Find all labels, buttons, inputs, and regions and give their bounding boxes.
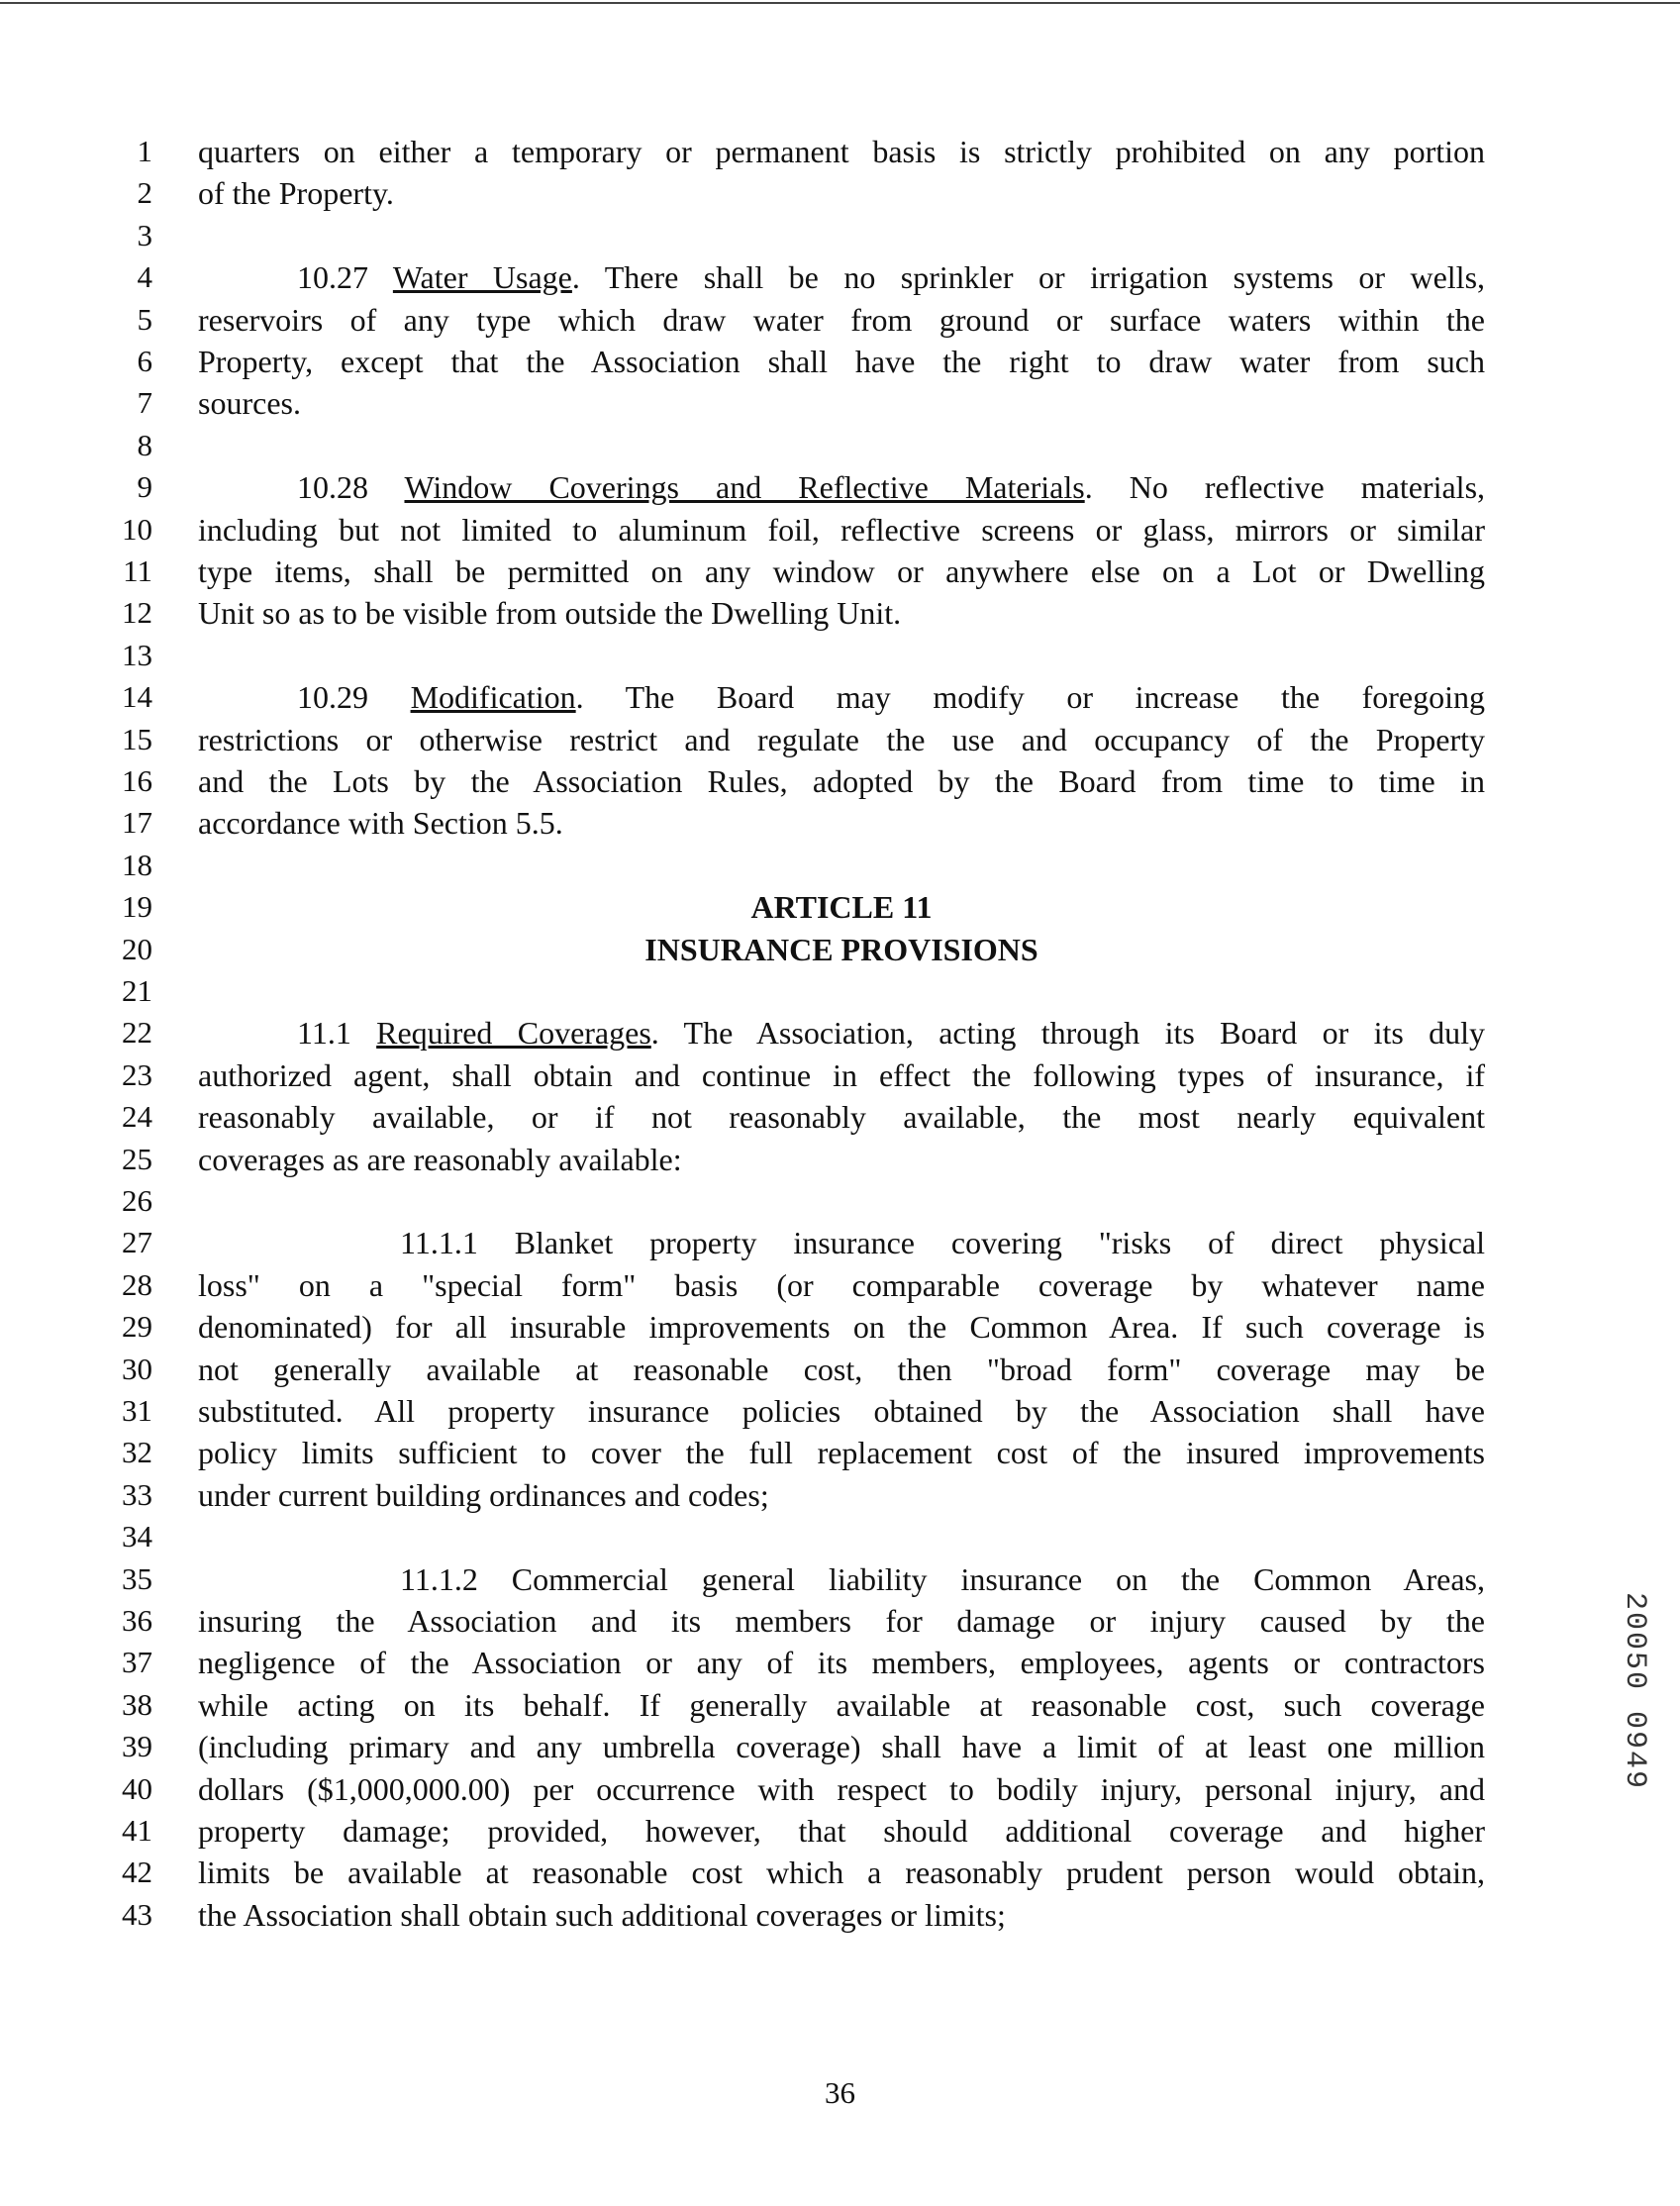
text-line <box>198 1349 1485 1390</box>
line-number: 37 <box>122 1645 152 1679</box>
text-segment: while acting on its behalf. If generally available at reasonable cost, such coverage <box>198 1687 1485 1723</box>
text-segment: insuring the Association and its members for damage or injury caused by the <box>198 1603 1485 1639</box>
line-number: 39 <box>122 1729 152 1763</box>
line-number: 28 <box>122 1267 152 1302</box>
line-number: 2 <box>137 175 152 210</box>
recording-stamp-text: 20050 0949 <box>1618 1592 1651 1791</box>
text-segment: quarters on either a temporary or permanent basis is strictly prohibited on any portion <box>198 134 1485 169</box>
text-line <box>198 1810 1485 1852</box>
text-segment: denominated) for all insurable improvements on the Common Area. If such coverage is <box>198 1309 1485 1345</box>
line-number: 26 <box>122 1183 152 1218</box>
line-number: 8 <box>137 428 152 462</box>
text-segment: 11.1.1 Blanket property insurance covering "risks of direct physical <box>400 1225 1485 1260</box>
text-line <box>198 1684 1485 1726</box>
line-number: 35 <box>122 1561 152 1596</box>
text-segment: . The Association, acting through its Board or its duly <box>650 1015 1486 1051</box>
text-line <box>297 256 1485 298</box>
line-number: 36 <box>122 1603 152 1638</box>
text-segment: substituted. All property insurance policies obtained by the Association shall have <box>198 1393 1485 1429</box>
text-segment: ARTICLE 11 <box>750 889 933 925</box>
text-line <box>297 676 1485 718</box>
text-line <box>198 1474 1485 1516</box>
text-line <box>297 1012 1485 1053</box>
text-line <box>198 299 1485 341</box>
text-segment: Property, except that the Association shall have the right to draw water from such <box>198 344 1485 379</box>
line-number: 42 <box>122 1855 152 1889</box>
text-segment: accordance with Section 5.5. <box>198 805 563 841</box>
text-line <box>297 466 1485 508</box>
text-line <box>198 1139 1485 1180</box>
text-segment: Unit so as to be visible from outside the Dwelling Unit. <box>198 595 902 631</box>
text-line <box>198 1852 1485 1893</box>
line-number: 19 <box>122 889 152 924</box>
text-segment: 11.1.2 Commercial general liability insurance on the Common Areas, <box>400 1561 1485 1597</box>
line-number: 29 <box>122 1309 152 1344</box>
line-number: 22 <box>122 1015 152 1050</box>
line-number: 11 <box>123 553 152 588</box>
section-title: Modification <box>410 679 576 715</box>
text-segment: under current building ordinances and codes; <box>198 1477 769 1513</box>
line-number: 31 <box>122 1393 152 1428</box>
text-segment: authorized agent, shall obtain and continue in effect the following types of insurance, if <box>198 1057 1485 1093</box>
line-number: 25 <box>122 1142 152 1176</box>
text-line <box>198 1432 1485 1473</box>
line-number: 33 <box>122 1477 152 1512</box>
text-line <box>198 802 1485 844</box>
text-segment: reservoirs of any type which draw water from ground or surface waters within the <box>198 302 1485 338</box>
line-number: 38 <box>122 1687 152 1722</box>
section-title: Water Usage <box>392 259 572 295</box>
line-number: 17 <box>122 805 152 840</box>
text-line <box>198 131 1485 172</box>
line-number: 6 <box>137 344 152 378</box>
line-number: 24 <box>122 1099 152 1134</box>
text-line <box>400 1222 1485 1263</box>
text-line <box>198 382 1485 424</box>
line-number: 27 <box>122 1225 152 1259</box>
line-number: 30 <box>122 1352 152 1386</box>
text-segment: . No reflective materials, <box>1084 469 1486 505</box>
section-title: Window Coverings and Reflective Materials <box>404 469 1085 505</box>
text-segment: INSURANCE PROVISIONS <box>644 932 1038 967</box>
text-line <box>198 592 1485 634</box>
text-segment: (including primary and any umbrella coverage) shall have a limit of at least one million <box>198 1729 1485 1764</box>
text-segment: dollars ($1,000,000.00) per occurrence with respect to bodily injury, personal injury, and <box>198 1771 1485 1807</box>
line-number: 14 <box>122 679 152 714</box>
page-number: 36 <box>825 2075 855 2110</box>
line-number: 43 <box>122 1897 152 1932</box>
text-line <box>198 1768 1485 1810</box>
text-segment: not generally available at reasonable cost, then "broad form" coverage may be <box>198 1352 1485 1387</box>
line-number: 5 <box>137 302 152 337</box>
text-line <box>198 1264 1485 1306</box>
text-segment: coverages as are reasonably available: <box>198 1142 682 1177</box>
line-number: 21 <box>122 973 152 1008</box>
text-segment: sources. <box>198 385 301 421</box>
line-number: 4 <box>137 259 152 294</box>
text-line <box>400 1558 1485 1600</box>
text-segment: of the Property. <box>198 175 394 211</box>
text-segment: limits be available at reasonable cost which a reasonably prudent person would obtain, <box>198 1855 1485 1890</box>
text-segment: . There shall be no sprinkler or irrigation systems or wells, <box>571 259 1486 295</box>
line-number: 9 <box>137 469 152 504</box>
text-line <box>198 341 1485 382</box>
line-number: 34 <box>122 1519 152 1554</box>
text-segment: loss" on a "special form" basis (or comparable coverage by whatever name <box>198 1267 1485 1303</box>
text-segment: including but not limited to aluminum foil, reflective screens or glass, mirrors or similar <box>198 512 1485 548</box>
text-segment: 10.27 <box>297 259 393 295</box>
line-number: 20 <box>122 932 152 966</box>
section-title: Required Coverages <box>376 1015 651 1051</box>
line-number: 12 <box>122 595 152 630</box>
text-line <box>198 1726 1485 1767</box>
text-line <box>198 1390 1485 1432</box>
text-segment: 10.28 <box>297 469 405 505</box>
text-line <box>198 509 1485 551</box>
text-segment: the Association shall obtain such additional coverages or limits; <box>198 1897 1006 1933</box>
article-heading-line <box>198 886 1485 928</box>
line-number: 16 <box>122 763 152 798</box>
text-line <box>198 551 1485 592</box>
article-heading-line <box>198 929 1485 970</box>
text-line <box>198 760 1485 802</box>
line-number: 3 <box>137 218 152 252</box>
text-line <box>198 1642 1485 1683</box>
text-line <box>198 1306 1485 1348</box>
recording-stamp <box>1614 1592 1661 1919</box>
text-line <box>198 1096 1485 1138</box>
text-segment: policy limits sufficient to cover the full replacement cost of the insured improvements <box>198 1435 1485 1470</box>
line-number: 32 <box>122 1435 152 1469</box>
text-line <box>198 719 1485 760</box>
text-segment: type items, shall be permitted on any window or anywhere else on a Lot or Dwelling <box>198 553 1485 589</box>
line-number: 7 <box>137 385 152 420</box>
line-number: 23 <box>122 1057 152 1092</box>
line-number: 41 <box>122 1813 152 1848</box>
line-number: 18 <box>122 848 152 882</box>
line-number: 13 <box>122 638 152 672</box>
text-segment: property damage; provided, however, that should additional coverage and higher <box>198 1813 1485 1849</box>
text-line <box>198 1600 1485 1642</box>
top-border-rule <box>0 2 1680 4</box>
text-line <box>198 1054 1485 1096</box>
text-segment: negligence of the Association or any of its members, employees, agents or contractors <box>198 1645 1485 1680</box>
text-segment: restrictions or otherwise restrict and regulate the use and occupancy of the Property <box>198 722 1485 757</box>
line-number: 15 <box>122 722 152 756</box>
text-segment: reasonably available, or if not reasonably available, the most nearly equivalent <box>198 1099 1485 1135</box>
text-line <box>198 1894 1485 1936</box>
text-segment: 11.1 <box>297 1015 377 1051</box>
text-line <box>198 172 1485 214</box>
line-number: 10 <box>122 512 152 547</box>
text-segment: and the Lots by the Association Rules, adopted by the Board from time to time in <box>198 763 1485 799</box>
line-number: 40 <box>122 1771 152 1806</box>
text-segment: 10.29 <box>297 679 411 715</box>
line-number: 1 <box>137 134 152 168</box>
text-segment: . The Board may modify or increase the foregoing <box>575 679 1486 715</box>
